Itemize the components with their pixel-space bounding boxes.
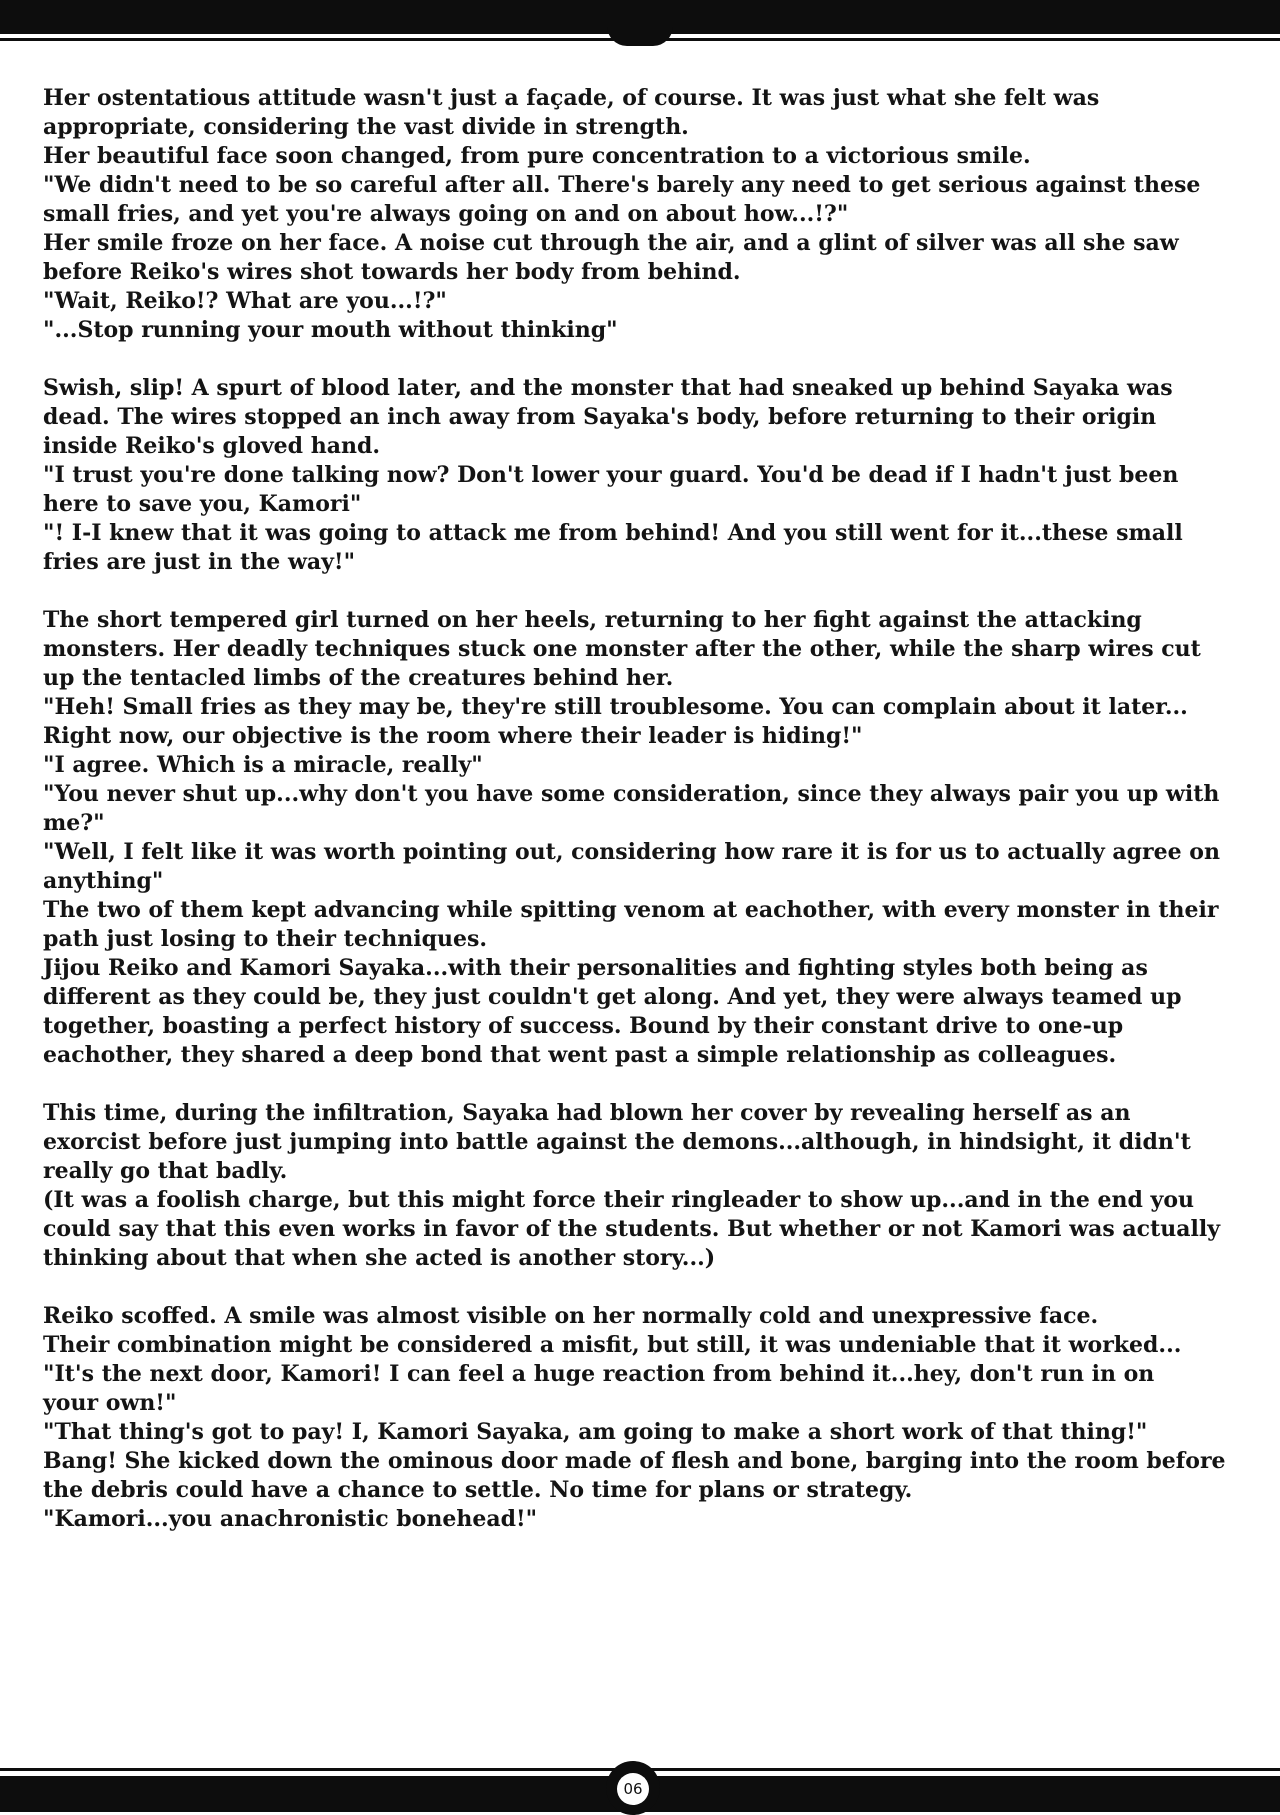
paragraph: Her beautiful face soon changed, from pure concentration to a victorious smile.: [43, 143, 1031, 169]
paragraph: Jijou Reiko and Kamori Sayaka...with their personalities and fighting styles both being as different as they could be, they just couldn't get along. And yet, they were always teamed up together, boasting a perfect history of success. Bound by their constant drive to one-up eachother, they shared a deep bond that went past a simple relationship as colleagues.: [43, 955, 1182, 1068]
page-number: 06: [617, 1773, 649, 1805]
paragraph: "I trust you're done talking now? Don't lower your guard. You'd be dead if I hadn't just been here to save you, Kamori": [43, 462, 1179, 517]
paragraph: "I agree. Which is a miracle, really": [43, 752, 483, 778]
paragraph: "! I-I knew that it was going to attack me from behind! And you still went for it...these small fries are just in the way!": [43, 520, 1183, 575]
paragraph: Swish, slip! A spurt of blood later, and the monster that had sneaked up behind Sayaka was dead. The wires stopped an inch away from Sayaka's body, before returning to their origin inside Reiko's gloved hand.: [43, 375, 1173, 459]
paragraph: "Wait, Reiko!? What are you...!?": [43, 288, 447, 314]
paragraph-gap: [43, 1273, 1243, 1302]
top-border-rule: [0, 38, 1280, 41]
paragraph-gap: [43, 577, 1243, 606]
paragraph-gap: [43, 1070, 1243, 1099]
paragraph: Her ostentatious attitude wasn't just a façade, of course. It was just what she felt was appropriate, considering the vast divide in strength.: [43, 85, 1100, 140]
paragraph: "Well, I felt like it was worth pointing out, considering how rare it is for us to actually agree on anything": [43, 839, 1220, 894]
paragraph-gap: [43, 345, 1243, 374]
paragraph: Her smile froze on her face. A noise cut through the air, and a glint of silver was all she saw before Reiko's wires shot towards her body from behind.: [43, 230, 1179, 285]
paragraph: "That thing's got to pay! I, Kamori Sayaka, am going to make a short work of that thing!": [43, 1419, 1148, 1445]
paragraph: Reiko scoffed. A smile was almost visible on her normally cold and unexpressive face.: [43, 1303, 1099, 1329]
paragraph: "Heh! Small fries as they may be, they're still troublesome. You can complain about it later... Right now, our objective is the room where their leader is hiding!": [43, 694, 1188, 749]
paragraph: The short tempered girl turned on her heels, returning to her fight against the attacking monsters. Her deadly techniques stuck one monster after the other, while the sharp wires cut up the tentacled limbs of the creatures behind her.: [43, 607, 1201, 691]
paragraph: "...Stop running your mouth without thinking": [43, 317, 618, 343]
paragraph: The two of them kept advancing while spitting venom at eachother, with every monster in their path just losing to their techniques.: [43, 897, 1219, 952]
story-text: [43, 84, 1243, 1534]
paragraph: Their combination might be considered a misfit, but still, it was undeniable that it worked...: [43, 1332, 1182, 1358]
paragraph: (It was a foolish charge, but this might force their ringleader to show up...and in the end you could say that this even works in favor of the students. But whether or not Kamori was actually thinking about that when she acted is another story...): [43, 1187, 1220, 1271]
paragraph: "It's the next door, Kamori! I can feel a huge reaction from behind it...hey, don't run in on your own!": [43, 1361, 1155, 1416]
paragraph: "Kamori...you anachronistic bonehead!": [43, 1506, 538, 1532]
paragraph: This time, during the infiltration, Sayaka had blown her cover by revealing herself as an exorcist before just jumping into battle against the demons...although, in hindsight, it didn't really go that badly.: [43, 1100, 1191, 1184]
top-border-notch: [607, 26, 673, 46]
paragraph: "You never shut up...why don't you have some consideration, since they always pair you up with me?": [43, 781, 1220, 836]
paragraph: "We didn't need to be so careful after all. There's barely any need to get serious against these small fries, and yet you're always going on and on about how...!?": [43, 172, 1201, 227]
paragraph: Bang! She kicked down the ominous door made of flesh and bone, barging into the room before the debris could have a chance to settle. No time for plans or strategy.: [43, 1448, 1226, 1503]
